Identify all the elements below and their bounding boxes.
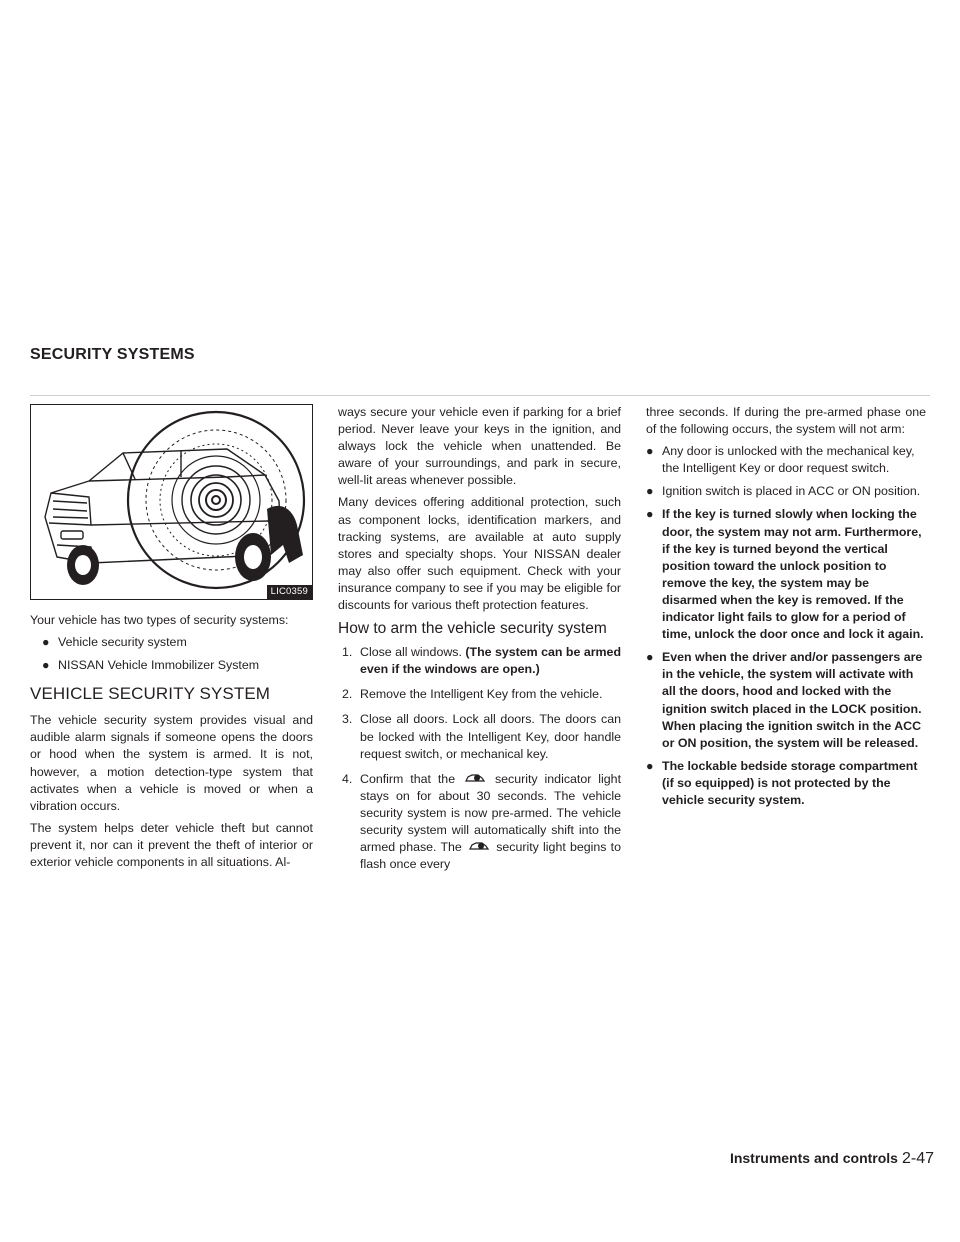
intro-text: Your vehicle has two types of security systems: — [30, 613, 289, 627]
paragraph: The system helps deter vehicle theft but cannot prevent it, nor can it prevent the theft of interior or exterior vehicle components in all situations. Al- — [30, 820, 313, 870]
section-title: SECURITY SYSTEMS — [30, 346, 195, 363]
page-footer — [730, 1150, 934, 1168]
bullet-icon: ● — [646, 758, 654, 773]
paragraph: ways secure your vehicle even if parking for a brief period. Never leave your keys in the ignition, and always lock the vehicle when unattended. Be aware of your surroundings, and park in secure, well-lit areas whenever possible. — [338, 405, 621, 488]
security-types-list — [30, 634, 313, 674]
pre-arm-conditions-list — [646, 443, 926, 809]
paragraph: three seconds. If during the pre-armed phase one of the following occurs, the system will not arm: — [646, 405, 926, 437]
list-item: ● If the key is turned slowly when locking the door, the system may not arm. Furthermore, if the key is turned beyond the vertical position toward the unlock position to remove the key, the system may be disarmed when the key is removed. If the indicator light fails to glow for a period of time, unlock the door once and lock it again. — [646, 507, 924, 642]
list-item: ● The lockable bedside storage compartment (if so equipped) is not protected by the vehicle security system. — [646, 758, 918, 807]
arming-steps — [338, 644, 621, 873]
arm-heading: How to arm the vehicle security system — [338, 620, 607, 638]
list-item: ● Ignition switch is placed in ACC or ON position. — [646, 483, 926, 500]
list-item: 1. Close all windows. (The system can be armed even if the windows are open.) — [342, 645, 622, 677]
security-indicator-icon — [469, 840, 489, 852]
figure-id: LIC0359 — [267, 585, 312, 599]
list-item: ● Any door is unlocked with the mechanical key, the Intelligent Key or door request switch. — [646, 444, 915, 476]
list-item: ● Even when the driver and/or passengers are in the vehicle, the system will activate with all the doors, hood and locked with the ignition switch placed in the LOCK position. When placing the ignition switch in the ACC or ON position, the system will be released. — [646, 650, 923, 750]
column-2 — [338, 404, 621, 881]
paragraph: The vehicle security system provides visual and audible alarm signals if someone opens the doors or hood when the system is armed. It is not, however, a motion detection-type system that activates when a vehicle is moved or when a vibration occurs. — [30, 713, 313, 813]
bullet-icon: ● — [646, 484, 654, 499]
vehicle-security-illustration — [30, 404, 313, 600]
bullet-icon: ● — [646, 444, 654, 459]
column-1 — [30, 404, 313, 876]
car-with-alarm-rings-icon — [31, 405, 312, 599]
bullet-icon: ● — [42, 635, 50, 650]
bullet-icon: ● — [646, 650, 654, 665]
page-number: 2-47 — [901, 1150, 934, 1167]
list-item: ● NISSAN Vehicle Immobilizer System — [30, 657, 313, 674]
chapter-name: Instruments and controls — [729, 1150, 898, 1166]
list-item: ● Vehicle security system — [30, 634, 313, 651]
security-indicator-icon — [465, 772, 485, 784]
vehicle-security-heading: VEHICLE SECURITY SYSTEM — [30, 684, 271, 704]
list-item: 4. Confirm that the security indicator light stays on for about 30 seconds. The vehicle security system is now pre-armed. The vehicle security system will automatically shift into the armed phase. The security light begins to flash once every — [342, 771, 622, 872]
section-divider — [30, 395, 930, 396]
column-3 — [646, 404, 926, 815]
list-item: 3. Close all doors. Lock all doors. The doors can be locked with the Intelligent Key, door handle request switch, or mechanical key. — [342, 712, 621, 761]
bullet-icon: ● — [42, 658, 50, 673]
list-item: 2. Remove the Intelligent Key from the vehicle. — [342, 687, 603, 702]
paragraph: Many devices offering additional protection, such as component locks, identification markers, and tracking systems, are available at auto supply stores and specialty shops. Your NISSAN dealer may also offer such equipment. Check with your insurance company to see if you may be eligible for discounts for various theft protection features. — [338, 495, 621, 613]
bullet-icon: ● — [646, 507, 654, 522]
